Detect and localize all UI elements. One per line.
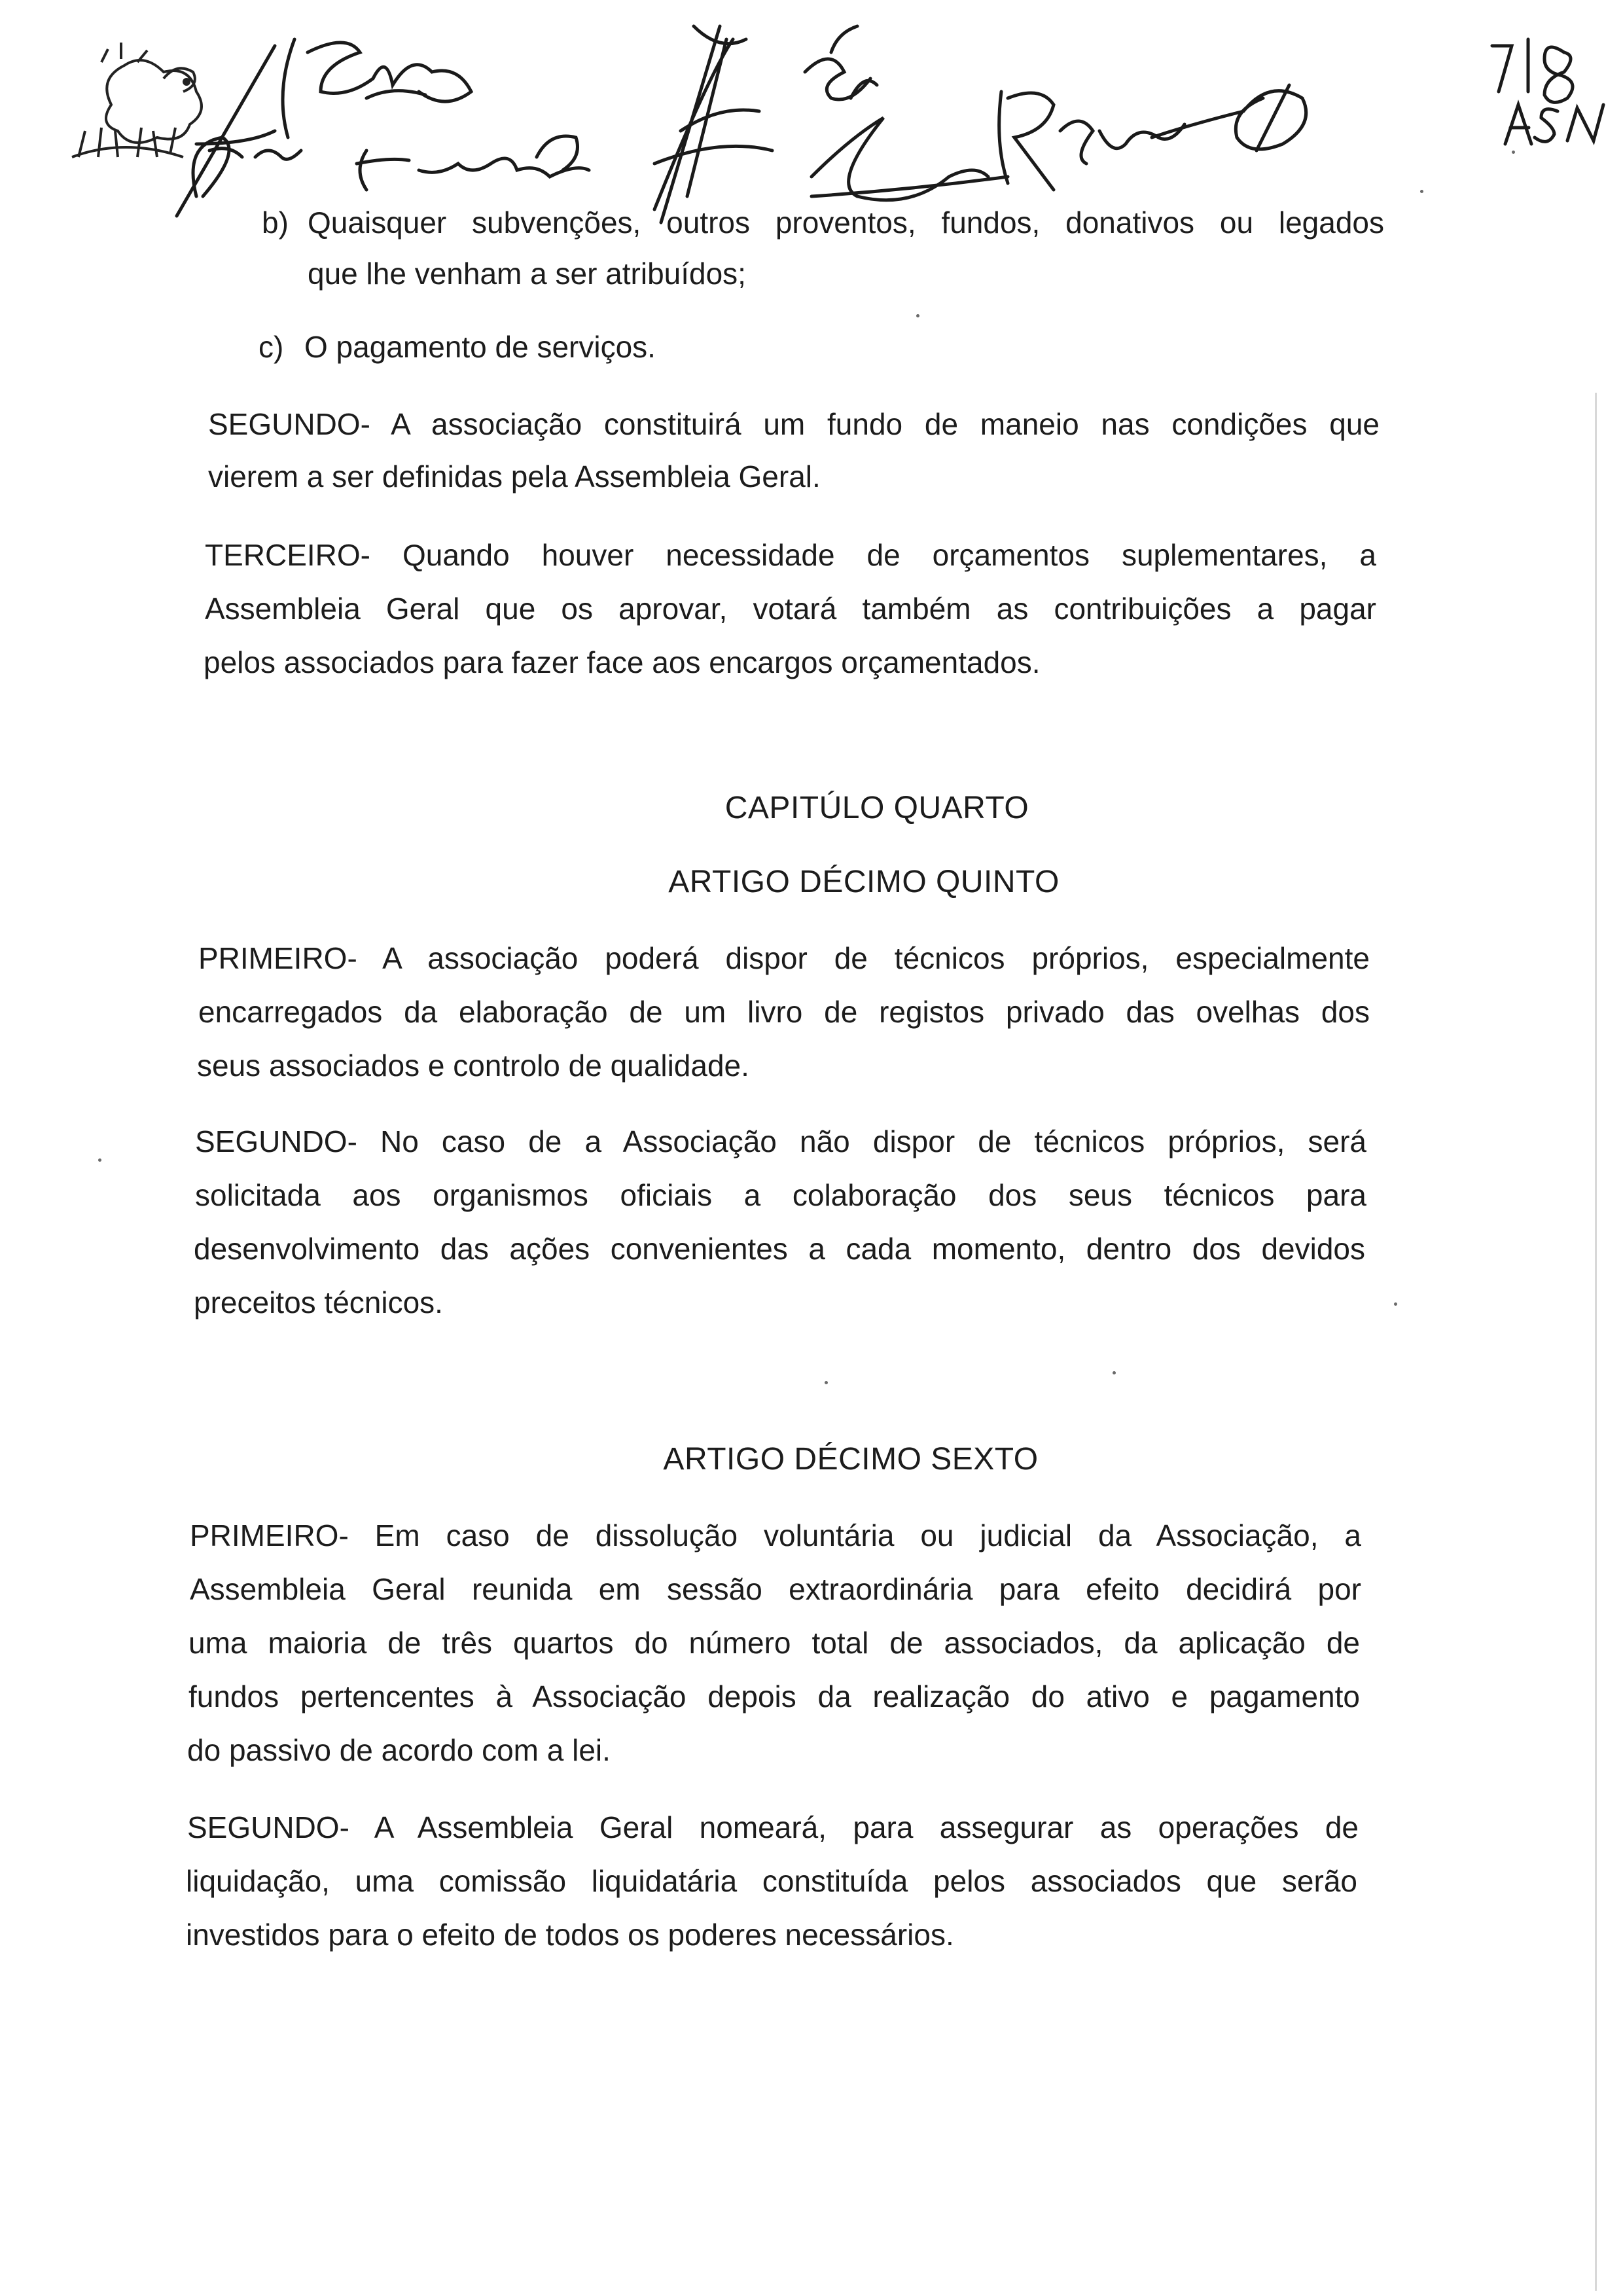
art15-title: ARTIGO DÉCIMO QUINTO	[668, 865, 1060, 899]
item-c-label: c)	[259, 330, 284, 364]
art15-segundo-text-3: desenvolvimento das ações convenientes a cada momento, dentro dos devidos	[194, 1232, 1365, 1266]
art16-primeiro-line-3	[0, 1617, 1623, 1669]
scan-speck	[1420, 190, 1423, 193]
art15-primeiro-line-2	[0, 986, 1623, 1038]
art15-primeiro-line-1	[0, 932, 1623, 984]
segundo-14-line-2	[0, 450, 1623, 503]
art16-segundo-line-3	[0, 1909, 1623, 1961]
terceiro-line-2	[0, 583, 1623, 635]
art16-segundo-line-2	[0, 1855, 1623, 1907]
art16-segundo-text-3: investidos para o efeito de todos os poderes necessários.	[186, 1918, 954, 1952]
art16-segundo-line-1	[0, 1801, 1623, 1854]
art15-primeiro-line-3	[0, 1039, 1623, 1092]
scan-edge-line	[1595, 393, 1597, 2291]
art16-primeiro-text-5: do passivo de acordo com a lei.	[187, 1733, 611, 1767]
item-b-text-1: Quaisquer subvenções, outros proventos, fundos, donativos ou legados	[308, 206, 1384, 240]
scan-speck	[98, 1158, 101, 1162]
item-b-line-1	[0, 196, 1623, 249]
art15-segundo-line-1	[0, 1115, 1623, 1168]
art16-primeiro-text-1: PRIMEIRO- Em caso de dissolução voluntária ou judicial da Associação, a	[190, 1518, 1361, 1552]
art15-segundo-text-2: solicitada aos organismos oficiais a colaboração dos seus técnicos para	[195, 1178, 1366, 1212]
item-b-text-2: que lhe venham a ser atribuídos;	[308, 257, 746, 291]
item-b-label: b)	[262, 206, 289, 240]
art15-segundo-line-3	[0, 1223, 1623, 1275]
terceiro-text-1: TERCEIRO- Quando houver necessidade de orçamentos suplementares, a	[205, 538, 1376, 572]
art15-segundo-text-4: preceitos técnicos.	[194, 1285, 443, 1319]
terceiro-text-3: pelos associados para fazer face aos encargos orçamentados.	[204, 645, 1041, 679]
terceiro-text-2: Assembleia Geral que os aprovar, votará também as contribuições a pagar	[205, 592, 1376, 626]
art15-primeiro-text-2: encarregados da elaboração de um livro de registos privado das ovelhas dos	[198, 995, 1370, 1029]
art16-primeiro-text-3: uma maioria de três quartos do número total de associados, da aplicação de	[188, 1626, 1360, 1660]
segundo-14-text-2: vierem a ser definidas pela Assembleia Geral.	[208, 459, 821, 493]
art16-primeiro-text-2: Assembleia Geral reunida em sessão extraordinária para efeito decidirá por	[190, 1572, 1361, 1606]
art16-primeiro-line-2	[0, 1563, 1623, 1615]
art16-title: ARTIGO DÉCIMO SEXTO	[663, 1442, 1039, 1477]
art15-primeiro-text-3: seus associados e controlo de qualidade.	[197, 1049, 749, 1083]
terceiro-line-3	[0, 636, 1623, 689]
art15-segundo-line-4	[0, 1276, 1623, 1329]
item-c-line	[0, 321, 1623, 373]
art16-segundo-text-2: liquidação, uma comissão liquidatária constituída pelos associados que serão	[186, 1864, 1357, 1898]
art16-primeiro-text-4: fundos pertencentes à Associação depois da realização do ativo e pagamento	[188, 1679, 1360, 1713]
art15-primeiro-text-1: PRIMEIRO- A associação poderá dispor de técnicos próprios, especialmente	[198, 941, 1370, 975]
scan-speck	[1512, 151, 1515, 154]
page-number	[1466, 20, 1616, 151]
segundo-14-line-1	[0, 398, 1623, 450]
art15-segundo-text-1: SEGUNDO- No caso de a Associação não dispor de técnicos próprios, será	[195, 1124, 1366, 1158]
art16-segundo-text-1: SEGUNDO- A Assembleia Geral nomeará, para assegurar as operações de	[187, 1810, 1359, 1844]
terceiro-line-1	[0, 529, 1623, 581]
scan-speck	[1113, 1371, 1116, 1374]
art16-primeiro-line-5	[0, 1724, 1623, 1776]
sheep-logo-icon	[72, 43, 202, 157]
item-c-text: O pagamento de serviços.	[304, 330, 656, 364]
scan-speck	[916, 314, 919, 317]
item-b-line-2	[0, 247, 1623, 300]
art16-primeiro-line-4	[0, 1670, 1623, 1723]
art15-segundo-line-2	[0, 1169, 1623, 1221]
chapter-title: CAPITÚLO QUARTO	[724, 791, 1029, 825]
art16-primeiro-line-1	[0, 1509, 1623, 1562]
scan-speck	[1394, 1302, 1397, 1306]
scan-speck	[825, 1381, 828, 1384]
segundo-14-text-1: SEGUNDO- A associação constituirá um fundo de maneio nas condições que	[208, 407, 1380, 441]
